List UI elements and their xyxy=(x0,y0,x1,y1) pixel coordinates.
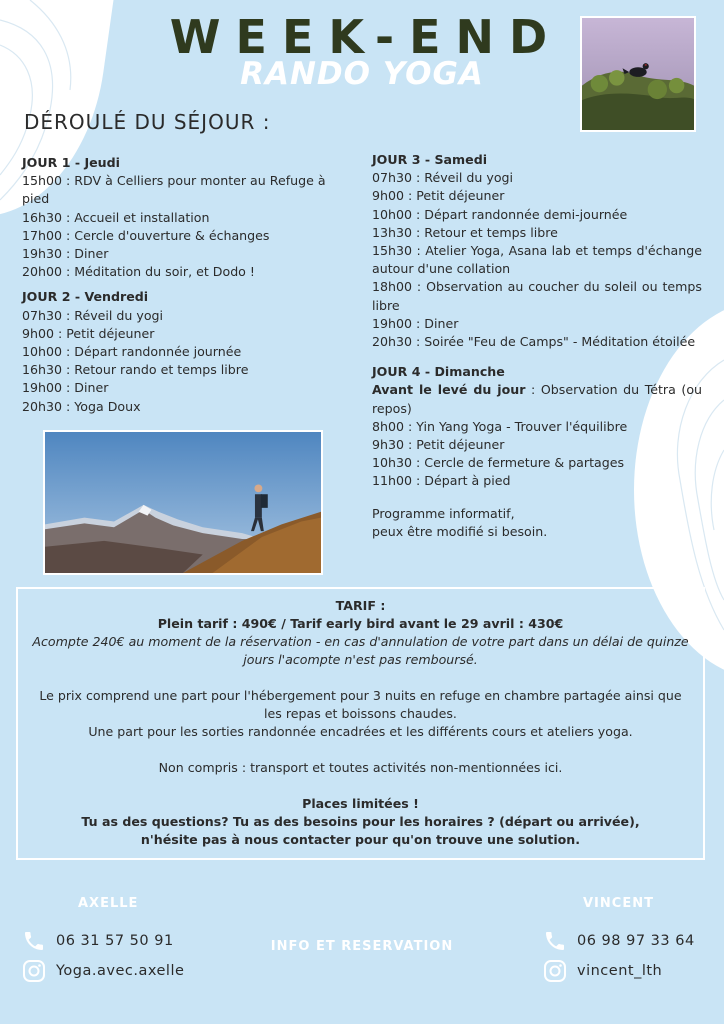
phone-icon xyxy=(22,929,46,953)
schedule-right-column xyxy=(372,151,702,541)
schedule-item: 20h00 : Méditation du soir, et Dodo ! xyxy=(22,264,255,280)
tarif-prices: Plein tarif : 490€ / Tarif early bird avant le 29 avril : 430€ xyxy=(157,616,564,631)
phone-number: 06 98 97 33 64 xyxy=(577,933,695,949)
schedule-item: 10h00 : Départ randonnée journée xyxy=(22,344,242,360)
schedule-item: 19h00 : Diner xyxy=(22,380,109,396)
phone-icon xyxy=(543,929,567,953)
schedule-item-rest: : Observation du Tétra (ou repos) xyxy=(372,382,703,416)
schedule-item: 9h00 : Petit déjeuner xyxy=(22,325,155,341)
schedule-item: 15h00 : RDV à Celliers pour monter au Refuge à pied xyxy=(22,173,326,207)
contact-name-vincent: VINCENT xyxy=(583,896,654,911)
tarif-deposit: Acompte 240€ au moment de la réservation - en cas d'annulation de votre part dans un délai de quinze jours l'acompte n'est pas remboursé. xyxy=(32,634,689,667)
instagram-icon xyxy=(22,959,46,983)
schedule-item: 8h00 : Yin Yang Yoga - Trouver l'équilibre xyxy=(372,418,628,434)
mountain-hiker-photo xyxy=(43,430,323,575)
contact-phone-vincent[interactable] xyxy=(543,929,695,953)
schedule-item: 16h30 : Accueil et installation xyxy=(22,209,210,225)
schedule-item: 18h00 : Observation au coucher du soleil ou temps libre xyxy=(372,279,702,313)
tarif-includes: Une part pour les sorties randonnée encadrées et les différents cours et ateliers yoga. xyxy=(88,724,633,739)
instagram-handle: vincent_lth xyxy=(577,963,663,979)
schedule-item: 9h30 : Petit déjeuner xyxy=(372,437,505,453)
schedule-item: 9h00 : Petit déjeuner xyxy=(372,188,505,204)
program-note xyxy=(372,505,702,541)
schedule-item: 19h00 : Diner xyxy=(372,315,459,331)
contact-instagram-axelle[interactable] xyxy=(22,959,184,983)
schedule-item: 20h30 : Soirée "Feu de Camps" - Méditation étoilée xyxy=(372,334,696,350)
day-title: JOUR 2 - Vendredi xyxy=(22,289,149,305)
schedule-item: 10h30 : Cercle de fermeture & partages xyxy=(372,455,625,471)
tarif-contact: n'hésite pas à nous contacter pour qu'on trouve une solution. xyxy=(140,832,581,847)
schedule-item: 20h30 : Yoga Doux xyxy=(22,398,141,414)
tarif-heading: TARIF : xyxy=(335,598,386,613)
contact-name-axelle: AXELLE xyxy=(78,896,139,911)
page-subtitle: RANDO YOGA xyxy=(240,56,484,92)
contact-phone-axelle[interactable] xyxy=(22,929,174,953)
instagram-handle: Yoga.avec.axelle xyxy=(56,963,185,979)
schedule-left-column xyxy=(22,154,354,416)
tarif-excluded: Non compris : transport et toutes activités non-mentionnées ici. xyxy=(158,760,563,775)
tarif-question: Tu as des questions? Tu as des besoins pour les horaires ? (départ ou arrivée), xyxy=(81,814,640,829)
section-heading: DÉROULÉ DU SÉJOUR : xyxy=(24,110,271,134)
day-title: JOUR 3 - Samedi xyxy=(372,152,488,167)
schedule-item: 15h30 : Atelier Yoga, Asana lab et temps d'échange autour d'une collation xyxy=(372,243,702,277)
schedule-item: 16h30 : Retour rando et temps libre xyxy=(22,362,249,378)
schedule-item: 13h30 : Retour et temps libre xyxy=(372,224,558,240)
black-grouse-photo xyxy=(580,16,696,132)
schedule-item: 10h00 : Départ randonnée demi-journée xyxy=(372,206,628,222)
program-note-line: Programme informatif, xyxy=(372,505,515,521)
contact-instagram-vincent[interactable] xyxy=(543,959,662,983)
day-title: JOUR 1 - Jeudi xyxy=(22,155,120,170)
tarif-box xyxy=(16,587,705,860)
schedule-item: 07h30 : Réveil du yogi xyxy=(22,307,164,323)
info-reservation-label: INFO ET RESERVATION xyxy=(270,939,454,954)
tarif-limited: Places limitées ! xyxy=(302,796,419,811)
day-title: JOUR 4 - Dimanche xyxy=(372,364,505,380)
phone-number: 06 31 57 50 91 xyxy=(56,933,174,949)
tarif-includes: Le prix comprend une part pour l'hébergement pour 3 nuits en refuge en chambre partagée ainsi que les repas et boissons chaudes. xyxy=(39,688,682,721)
page-title: WEEK-END xyxy=(169,10,563,64)
program-note-line: peux être modifié si besoin. xyxy=(372,523,548,539)
schedule-item-bold: Avant le levé du jour xyxy=(372,382,526,398)
schedule-item: 17h00 : Cercle d'ouverture & échanges xyxy=(22,227,270,243)
schedule-item: 11h00 : Départ à pied xyxy=(372,473,511,489)
schedule-item: 19h30 : Diner xyxy=(22,246,109,262)
schedule-item xyxy=(372,381,702,417)
schedule-item: 07h30 : Réveil du yogi xyxy=(372,170,514,186)
instagram-icon xyxy=(543,959,567,983)
